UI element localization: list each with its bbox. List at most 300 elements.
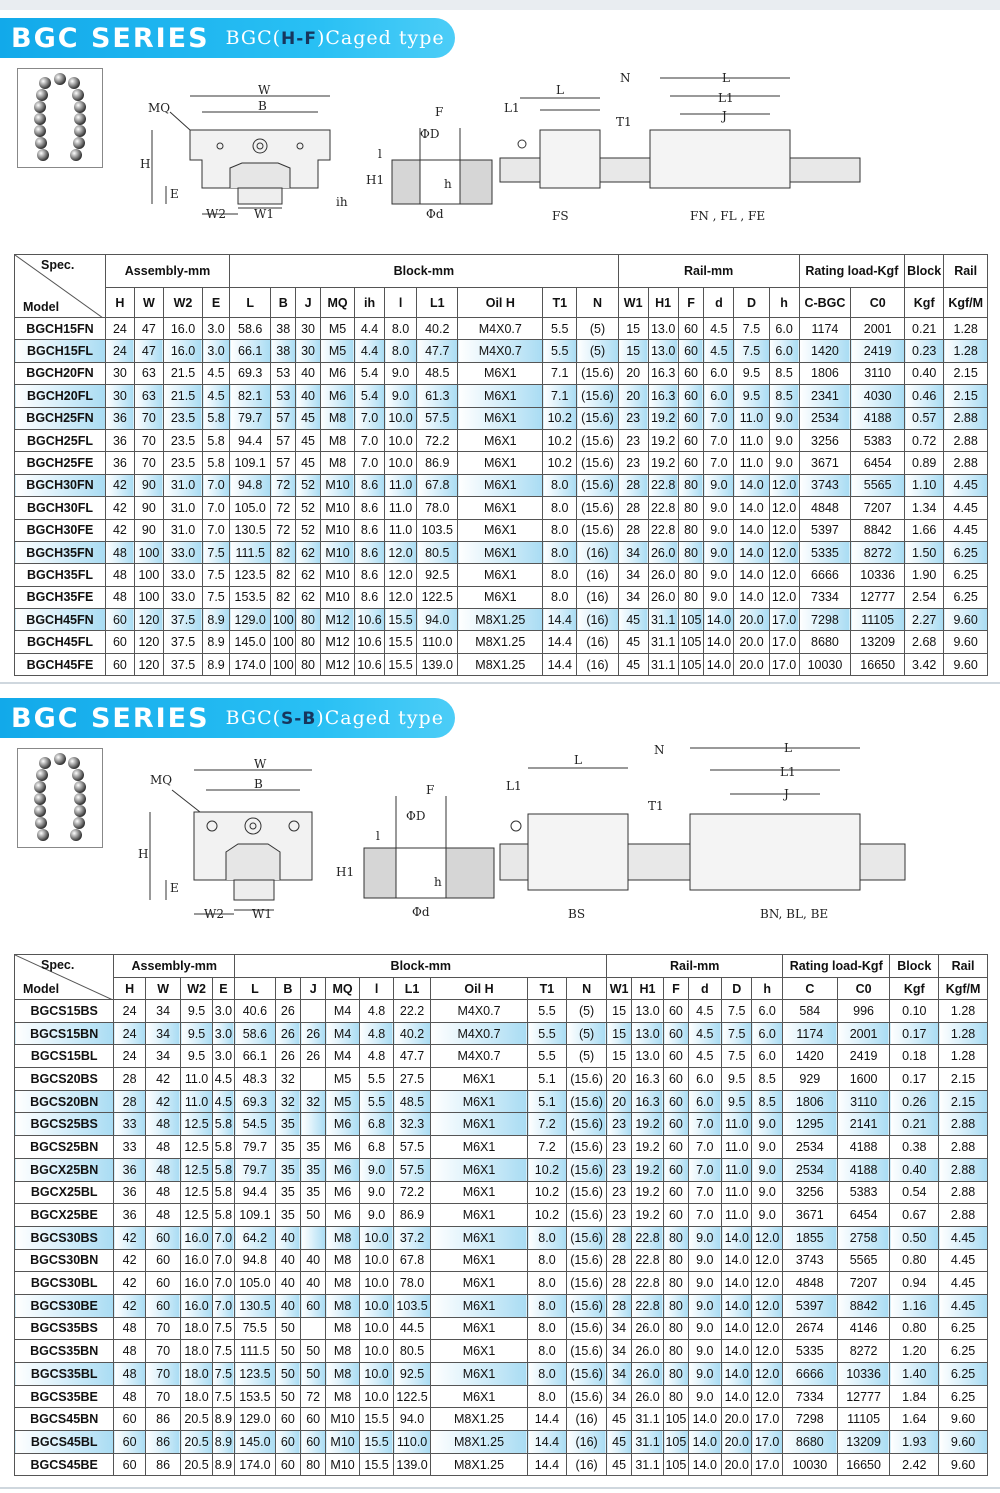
value-cell: 7334 xyxy=(782,1385,837,1408)
value-cell: 8.6 xyxy=(355,586,385,608)
value-cell: 9.0 xyxy=(704,519,734,541)
value-cell: 11.0 xyxy=(385,474,417,496)
value-cell: 94.0 xyxy=(394,1408,431,1431)
value-cell: 16650 xyxy=(837,1453,890,1476)
column-header: W1 xyxy=(607,978,631,1000)
value-cell: 31.0 xyxy=(163,497,202,519)
value-cell: 12.5 xyxy=(181,1158,212,1181)
value-cell: 22.8 xyxy=(648,497,678,519)
value-cell: 48.5 xyxy=(394,1090,431,1113)
value-cell: (16) xyxy=(577,609,618,631)
section2-banner xyxy=(0,698,455,738)
value-cell: 2.88 xyxy=(939,1113,988,1136)
dim-label-B: B xyxy=(254,777,263,791)
value-cell: 8.9 xyxy=(212,1431,234,1454)
value-cell: 72.2 xyxy=(417,429,458,451)
value-cell: 5.5 xyxy=(543,318,577,340)
value-cell: M6X1 xyxy=(430,1340,527,1363)
value-cell: 9.0 xyxy=(704,541,734,563)
value-cell: M10 xyxy=(320,564,354,586)
table-row xyxy=(15,362,988,384)
value-cell: 7.5 xyxy=(734,340,769,362)
value-cell: 14.0 xyxy=(722,1249,752,1272)
value-cell: M8 xyxy=(326,1249,359,1272)
value-cell: 48 xyxy=(114,1340,145,1363)
value-cell: M6 xyxy=(320,362,354,384)
value-cell: 0.54 xyxy=(890,1181,939,1204)
value-cell: 80 xyxy=(678,474,704,496)
table-row xyxy=(15,1022,988,1045)
value-cell: (16) xyxy=(566,1453,607,1476)
value-cell: M6X1 xyxy=(430,1294,527,1317)
value-cell: 12.5 xyxy=(181,1136,212,1159)
value-cell: 45 xyxy=(618,609,648,631)
model-label: Model xyxy=(23,300,60,314)
value-cell: 12.0 xyxy=(385,541,417,563)
table-row xyxy=(15,586,988,608)
value-cell: 80.5 xyxy=(394,1340,431,1363)
model-cell: BGCS30BE xyxy=(15,1294,114,1317)
model-cell: BGCX25BN xyxy=(15,1158,114,1181)
value-cell: 38 xyxy=(271,318,296,340)
value-cell: (15.6) xyxy=(577,407,618,429)
value-cell: 28 xyxy=(114,1090,145,1113)
value-cell: 40 xyxy=(296,385,321,407)
side-view-drawing xyxy=(500,748,905,890)
value-cell: 60 xyxy=(114,1408,145,1431)
value-cell: 14.0 xyxy=(704,609,734,631)
value-cell: 5.1 xyxy=(528,1090,567,1113)
value-cell: 35 xyxy=(301,1136,326,1159)
top-strip xyxy=(0,0,1000,10)
value-cell: M6X1 xyxy=(430,1113,527,1136)
value-cell: 0.21 xyxy=(905,318,944,340)
value-cell: 0.10 xyxy=(890,1000,939,1023)
value-cell: 153.5 xyxy=(230,586,271,608)
value-cell: 70 xyxy=(145,1385,181,1408)
value-cell: 70 xyxy=(134,407,163,429)
value-cell: 4.45 xyxy=(939,1226,988,1249)
value-cell: 9.0 xyxy=(752,1113,783,1136)
value-cell: 22.8 xyxy=(648,519,678,541)
value-cell: 16.0 xyxy=(181,1294,212,1317)
value-cell: 0.94 xyxy=(890,1272,939,1295)
group-rail: Rail-mm xyxy=(618,255,799,288)
value-cell: M6 xyxy=(326,1181,359,1204)
value-cell: 24 xyxy=(105,318,134,340)
value-cell: 15.5 xyxy=(359,1431,393,1454)
section2-sub-code: S-B xyxy=(281,709,317,729)
column-header: N xyxy=(566,978,607,1000)
value-cell: 35 xyxy=(275,1158,300,1181)
value-cell: 20.5 xyxy=(181,1431,212,1454)
value-cell: 8.0 xyxy=(528,1226,567,1249)
value-cell: 8.6 xyxy=(355,497,385,519)
value-cell: 996 xyxy=(837,1000,890,1023)
value-cell: 6.0 xyxy=(752,1045,783,1068)
value-cell: M5 xyxy=(326,1068,359,1091)
value-cell: 4.8 xyxy=(359,1022,393,1045)
value-cell: 6454 xyxy=(837,1204,890,1227)
value-cell: 0.17 xyxy=(890,1068,939,1091)
value-cell: 48 xyxy=(145,1181,181,1204)
table-row xyxy=(15,429,988,451)
value-cell: 7.0 xyxy=(688,1158,721,1181)
value-cell: 24 xyxy=(105,340,134,362)
value-cell: 5.8 xyxy=(212,1113,234,1136)
table-row xyxy=(15,653,988,675)
value-cell: 6.25 xyxy=(944,586,988,608)
value-cell: 8.6 xyxy=(355,564,385,586)
value-cell: 10030 xyxy=(782,1453,837,1476)
value-cell: 10.0 xyxy=(359,1317,393,1340)
value-cell: 6.25 xyxy=(944,564,988,586)
value-cell: 8.0 xyxy=(543,564,577,586)
value-cell: 9.0 xyxy=(688,1363,721,1386)
value-cell: 9.5 xyxy=(181,1022,212,1045)
value-cell: 9.0 xyxy=(704,564,734,586)
dim-label-H1: H1 xyxy=(366,173,385,187)
value-cell: M4 xyxy=(326,1045,359,1068)
model-cell: BGCS30BN xyxy=(15,1249,114,1272)
value-cell: 60 xyxy=(664,1068,688,1091)
value-cell: M8 xyxy=(326,1317,359,1340)
value-cell: 6.0 xyxy=(752,1000,783,1023)
value-cell: 105 xyxy=(678,609,704,631)
value-cell: 7298 xyxy=(799,609,851,631)
value-cell: 4188 xyxy=(837,1158,890,1181)
value-cell: 72 xyxy=(271,474,296,496)
column-header: D xyxy=(722,978,752,1000)
value-cell: 60 xyxy=(114,1431,145,1454)
value-cell: M4X0.7 xyxy=(458,318,543,340)
value-cell: 42 xyxy=(105,474,134,496)
value-cell: 9.0 xyxy=(688,1340,721,1363)
value-cell: 100 xyxy=(134,541,163,563)
group-rail: Rail-mm xyxy=(607,955,783,978)
value-cell: 19.2 xyxy=(631,1136,663,1159)
value-cell: 9.0 xyxy=(752,1204,783,1227)
section2-dimension-diagram xyxy=(130,740,910,930)
value-cell: (15.6) xyxy=(566,1204,607,1227)
value-cell: 9.5 xyxy=(734,362,769,384)
value-cell: 10.2 xyxy=(528,1158,567,1181)
value-cell: 11.0 xyxy=(181,1090,212,1113)
value-cell: 36 xyxy=(114,1158,145,1181)
value-cell: 10.0 xyxy=(385,452,417,474)
value-cell: 34 xyxy=(607,1385,631,1408)
dim-label-N: N xyxy=(620,71,631,85)
value-cell: 82 xyxy=(271,541,296,563)
value-cell: M6X1 xyxy=(430,1249,527,1272)
value-cell: 72 xyxy=(301,1385,326,1408)
value-cell: 3110 xyxy=(851,362,905,384)
value-cell: 5.5 xyxy=(528,1022,567,1045)
value-cell: 9.0 xyxy=(688,1226,721,1249)
value-cell: 8.9 xyxy=(212,1408,234,1431)
value-cell: 78.0 xyxy=(394,1272,431,1295)
value-cell: 11.0 xyxy=(734,452,769,474)
section2-spec-table xyxy=(14,954,988,1476)
value-cell: 80 xyxy=(678,564,704,586)
value-cell: 37.5 xyxy=(163,653,202,675)
value-cell: 80 xyxy=(301,1453,326,1476)
value-cell: 28 xyxy=(618,474,648,496)
column-header: E xyxy=(212,978,234,1000)
value-cell: 20 xyxy=(618,385,648,407)
dim-label-H1: H1 xyxy=(336,865,355,879)
value-cell: M8 xyxy=(326,1272,359,1295)
value-cell: 130.5 xyxy=(230,519,271,541)
value-cell: 67.8 xyxy=(417,474,458,496)
value-cell: 1295 xyxy=(782,1113,837,1136)
value-cell: 4.45 xyxy=(939,1249,988,1272)
value-cell: 1600 xyxy=(837,1068,890,1091)
value-cell: 13209 xyxy=(837,1431,890,1454)
value-cell: 100 xyxy=(134,586,163,608)
value-cell: 12.0 xyxy=(752,1363,783,1386)
column-header: H xyxy=(105,288,134,318)
value-cell: 8.0 xyxy=(385,340,417,362)
value-cell: M6X1 xyxy=(458,407,543,429)
value-cell: 26.0 xyxy=(648,586,678,608)
value-cell: 18.0 xyxy=(181,1317,212,1340)
value-cell: 60 xyxy=(664,1000,688,1023)
value-cell: 92.5 xyxy=(394,1363,431,1386)
value-cell: 31.1 xyxy=(631,1453,663,1476)
value-cell: 19.2 xyxy=(631,1158,663,1181)
value-cell: 8.5 xyxy=(769,362,799,384)
model-cell: BGCH25FL xyxy=(15,429,106,451)
value-cell: 1.28 xyxy=(939,1045,988,1068)
value-cell: 12.0 xyxy=(752,1317,783,1340)
value-cell: M8 xyxy=(326,1294,359,1317)
value-cell: 42 xyxy=(105,519,134,541)
value-cell: 145.0 xyxy=(230,631,271,653)
value-cell: 42 xyxy=(114,1226,145,1249)
value-cell: 14.0 xyxy=(722,1340,752,1363)
dim-label-T1: T1 xyxy=(648,799,664,813)
value-cell: 9.0 xyxy=(359,1158,393,1181)
value-cell: 8680 xyxy=(782,1431,837,1454)
value-cell: M8X1.25 xyxy=(458,631,543,653)
value-cell: 12.0 xyxy=(769,474,799,496)
dim-label-W2: W2 xyxy=(206,207,226,221)
value-cell: 40 xyxy=(301,1249,326,1272)
value-cell: 14.0 xyxy=(734,497,769,519)
value-cell: 9.5 xyxy=(722,1090,752,1113)
model-cell: BGCH30FE xyxy=(15,519,106,541)
value-cell: 9.60 xyxy=(939,1431,988,1454)
value-cell: 5.5 xyxy=(528,1000,567,1023)
value-cell: 12.0 xyxy=(769,586,799,608)
value-cell: 66.1 xyxy=(235,1045,276,1068)
value-cell: 8.9 xyxy=(203,609,230,631)
value-cell: 92.5 xyxy=(417,564,458,586)
value-cell: M5 xyxy=(326,1090,359,1113)
value-cell: 26.0 xyxy=(631,1317,663,1340)
value-cell: (5) xyxy=(566,1022,607,1045)
value-cell: 7.0 xyxy=(203,474,230,496)
value-cell: 23.5 xyxy=(163,429,202,451)
value-cell: 103.5 xyxy=(417,519,458,541)
model-cell: BGCS15BL xyxy=(15,1045,114,1068)
value-cell: 22.8 xyxy=(631,1272,663,1295)
value-cell: 9.0 xyxy=(688,1294,721,1317)
value-cell: 100 xyxy=(134,564,163,586)
value-cell: 82 xyxy=(271,564,296,586)
table-row xyxy=(15,1204,988,1227)
value-cell: 109.1 xyxy=(230,452,271,474)
value-cell: 16.3 xyxy=(648,385,678,407)
value-cell: 60 xyxy=(105,609,134,631)
value-cell: M6X1 xyxy=(430,1317,527,1340)
value-cell: 8.0 xyxy=(385,318,417,340)
column-header: J xyxy=(296,288,321,318)
value-cell: M4 xyxy=(326,1000,359,1023)
value-cell: 60 xyxy=(678,318,704,340)
value-cell: 10.0 xyxy=(385,407,417,429)
value-cell: 7.5 xyxy=(203,586,230,608)
value-cell: 5.5 xyxy=(359,1068,393,1091)
column-header: Kgf xyxy=(890,978,939,1000)
value-cell: 23 xyxy=(607,1158,631,1181)
value-cell: 9.5 xyxy=(734,385,769,407)
value-cell: 80 xyxy=(664,1340,688,1363)
value-cell: 7.0 xyxy=(212,1294,234,1317)
value-cell: 63 xyxy=(134,362,163,384)
value-cell: M12 xyxy=(320,609,354,631)
group-block: Block-mm xyxy=(235,955,607,978)
value-cell: 7.5 xyxy=(722,1022,752,1045)
value-cell: 100 xyxy=(271,609,296,631)
value-cell: M4X0.7 xyxy=(430,1000,527,1023)
value-cell: 32.3 xyxy=(394,1113,431,1136)
value-cell: (15.6) xyxy=(577,519,618,541)
value-cell: 7.0 xyxy=(212,1226,234,1249)
value-cell: 5383 xyxy=(837,1181,890,1204)
value-cell: 100 xyxy=(271,653,296,675)
column-header: Kgf/M xyxy=(944,288,988,318)
value-cell: M5 xyxy=(320,318,354,340)
value-cell: (15.6) xyxy=(566,1226,607,1249)
group-block: Block-mm xyxy=(230,255,619,288)
section2-ball-cage-photo xyxy=(17,748,103,848)
value-cell: 60 xyxy=(678,452,704,474)
value-cell: 60 xyxy=(301,1294,326,1317)
value-cell: 14.0 xyxy=(722,1272,752,1295)
value-cell: M8 xyxy=(326,1226,359,1249)
value-cell: 5383 xyxy=(851,429,905,451)
model-cell: BGCS15BN xyxy=(15,1022,114,1045)
value-cell: 5.8 xyxy=(212,1181,234,1204)
value-cell: 9.0 xyxy=(752,1158,783,1181)
value-cell: 94.4 xyxy=(230,429,271,451)
value-cell: 4848 xyxy=(799,497,851,519)
value-cell: M12 xyxy=(320,653,354,675)
value-cell: 2.88 xyxy=(944,429,988,451)
value-cell: 9.5 xyxy=(181,1045,212,1068)
value-cell: 123.5 xyxy=(235,1363,276,1386)
column-header: Oil H xyxy=(458,288,543,318)
value-cell: 11.0 xyxy=(722,1181,752,1204)
value-cell: 9.0 xyxy=(704,497,734,519)
value-cell: 9.0 xyxy=(752,1181,783,1204)
value-cell: 26 xyxy=(301,1045,326,1068)
value-cell: 6.0 xyxy=(752,1022,783,1045)
value-cell: M8 xyxy=(320,429,354,451)
value-cell: 48.3 xyxy=(235,1068,276,1091)
value-cell: 1.28 xyxy=(939,1000,988,1023)
value-cell: 12.0 xyxy=(385,564,417,586)
value-cell: 28 xyxy=(618,519,648,541)
column-header: L1 xyxy=(394,978,431,1000)
value-cell: 120 xyxy=(134,631,163,653)
value-cell: 34 xyxy=(618,541,648,563)
value-cell: 4188 xyxy=(837,1136,890,1159)
group-rail-weight: Rail xyxy=(944,255,988,288)
table-row xyxy=(15,1249,988,1272)
value-cell: 12.0 xyxy=(752,1272,783,1295)
value-cell: M6X1 xyxy=(430,1272,527,1295)
value-cell: 60 xyxy=(275,1453,300,1476)
value-cell: 32 xyxy=(301,1090,326,1113)
value-cell: 1.20 xyxy=(890,1340,939,1363)
value-cell: 60 xyxy=(664,1022,688,1045)
value-cell: 2419 xyxy=(851,340,905,362)
value-cell: (16) xyxy=(577,653,618,675)
value-cell: 4.5 xyxy=(688,1022,721,1045)
value-cell: 12.0 xyxy=(769,541,799,563)
value-cell: 80 xyxy=(678,586,704,608)
value-cell: 1.50 xyxy=(905,541,944,563)
value-cell: M10 xyxy=(320,586,354,608)
column-header: W2 xyxy=(163,288,202,318)
value-cell: 3.0 xyxy=(212,1022,234,1045)
model-cell: BGCH15FN xyxy=(15,318,106,340)
value-cell: 2.15 xyxy=(944,385,988,407)
value-cell: 7298 xyxy=(782,1408,837,1431)
value-cell: M6X1 xyxy=(430,1158,527,1181)
value-cell: 80 xyxy=(664,1294,688,1317)
column-header: Kgf/M xyxy=(939,978,988,1000)
value-cell: 2001 xyxy=(837,1022,890,1045)
value-cell: 8.9 xyxy=(212,1453,234,1476)
value-cell: 52 xyxy=(296,497,321,519)
value-cell: M5 xyxy=(320,340,354,362)
value-cell: 0.26 xyxy=(890,1090,939,1113)
value-cell: 23 xyxy=(607,1181,631,1204)
value-cell: 36 xyxy=(114,1204,145,1227)
value-cell: 2419 xyxy=(837,1045,890,1068)
value-cell: 48 xyxy=(105,564,134,586)
section1-subtitle xyxy=(226,27,445,49)
value-cell: M8 xyxy=(326,1385,359,1408)
value-cell: 60 xyxy=(301,1408,326,1431)
group-assembly: Assembly-mm xyxy=(105,255,229,288)
value-cell: 1.64 xyxy=(890,1408,939,1431)
value-cell: 6.25 xyxy=(944,541,988,563)
value-cell: 4.4 xyxy=(355,340,385,362)
value-cell: 45 xyxy=(296,429,321,451)
dim-label-H: H xyxy=(140,157,151,171)
table-row xyxy=(15,564,988,586)
column-header: N xyxy=(577,288,618,318)
value-cell: 8.9 xyxy=(203,631,230,653)
value-cell: 10.0 xyxy=(359,1385,393,1408)
value-cell: 2.15 xyxy=(944,362,988,384)
value-cell: 12.0 xyxy=(752,1340,783,1363)
